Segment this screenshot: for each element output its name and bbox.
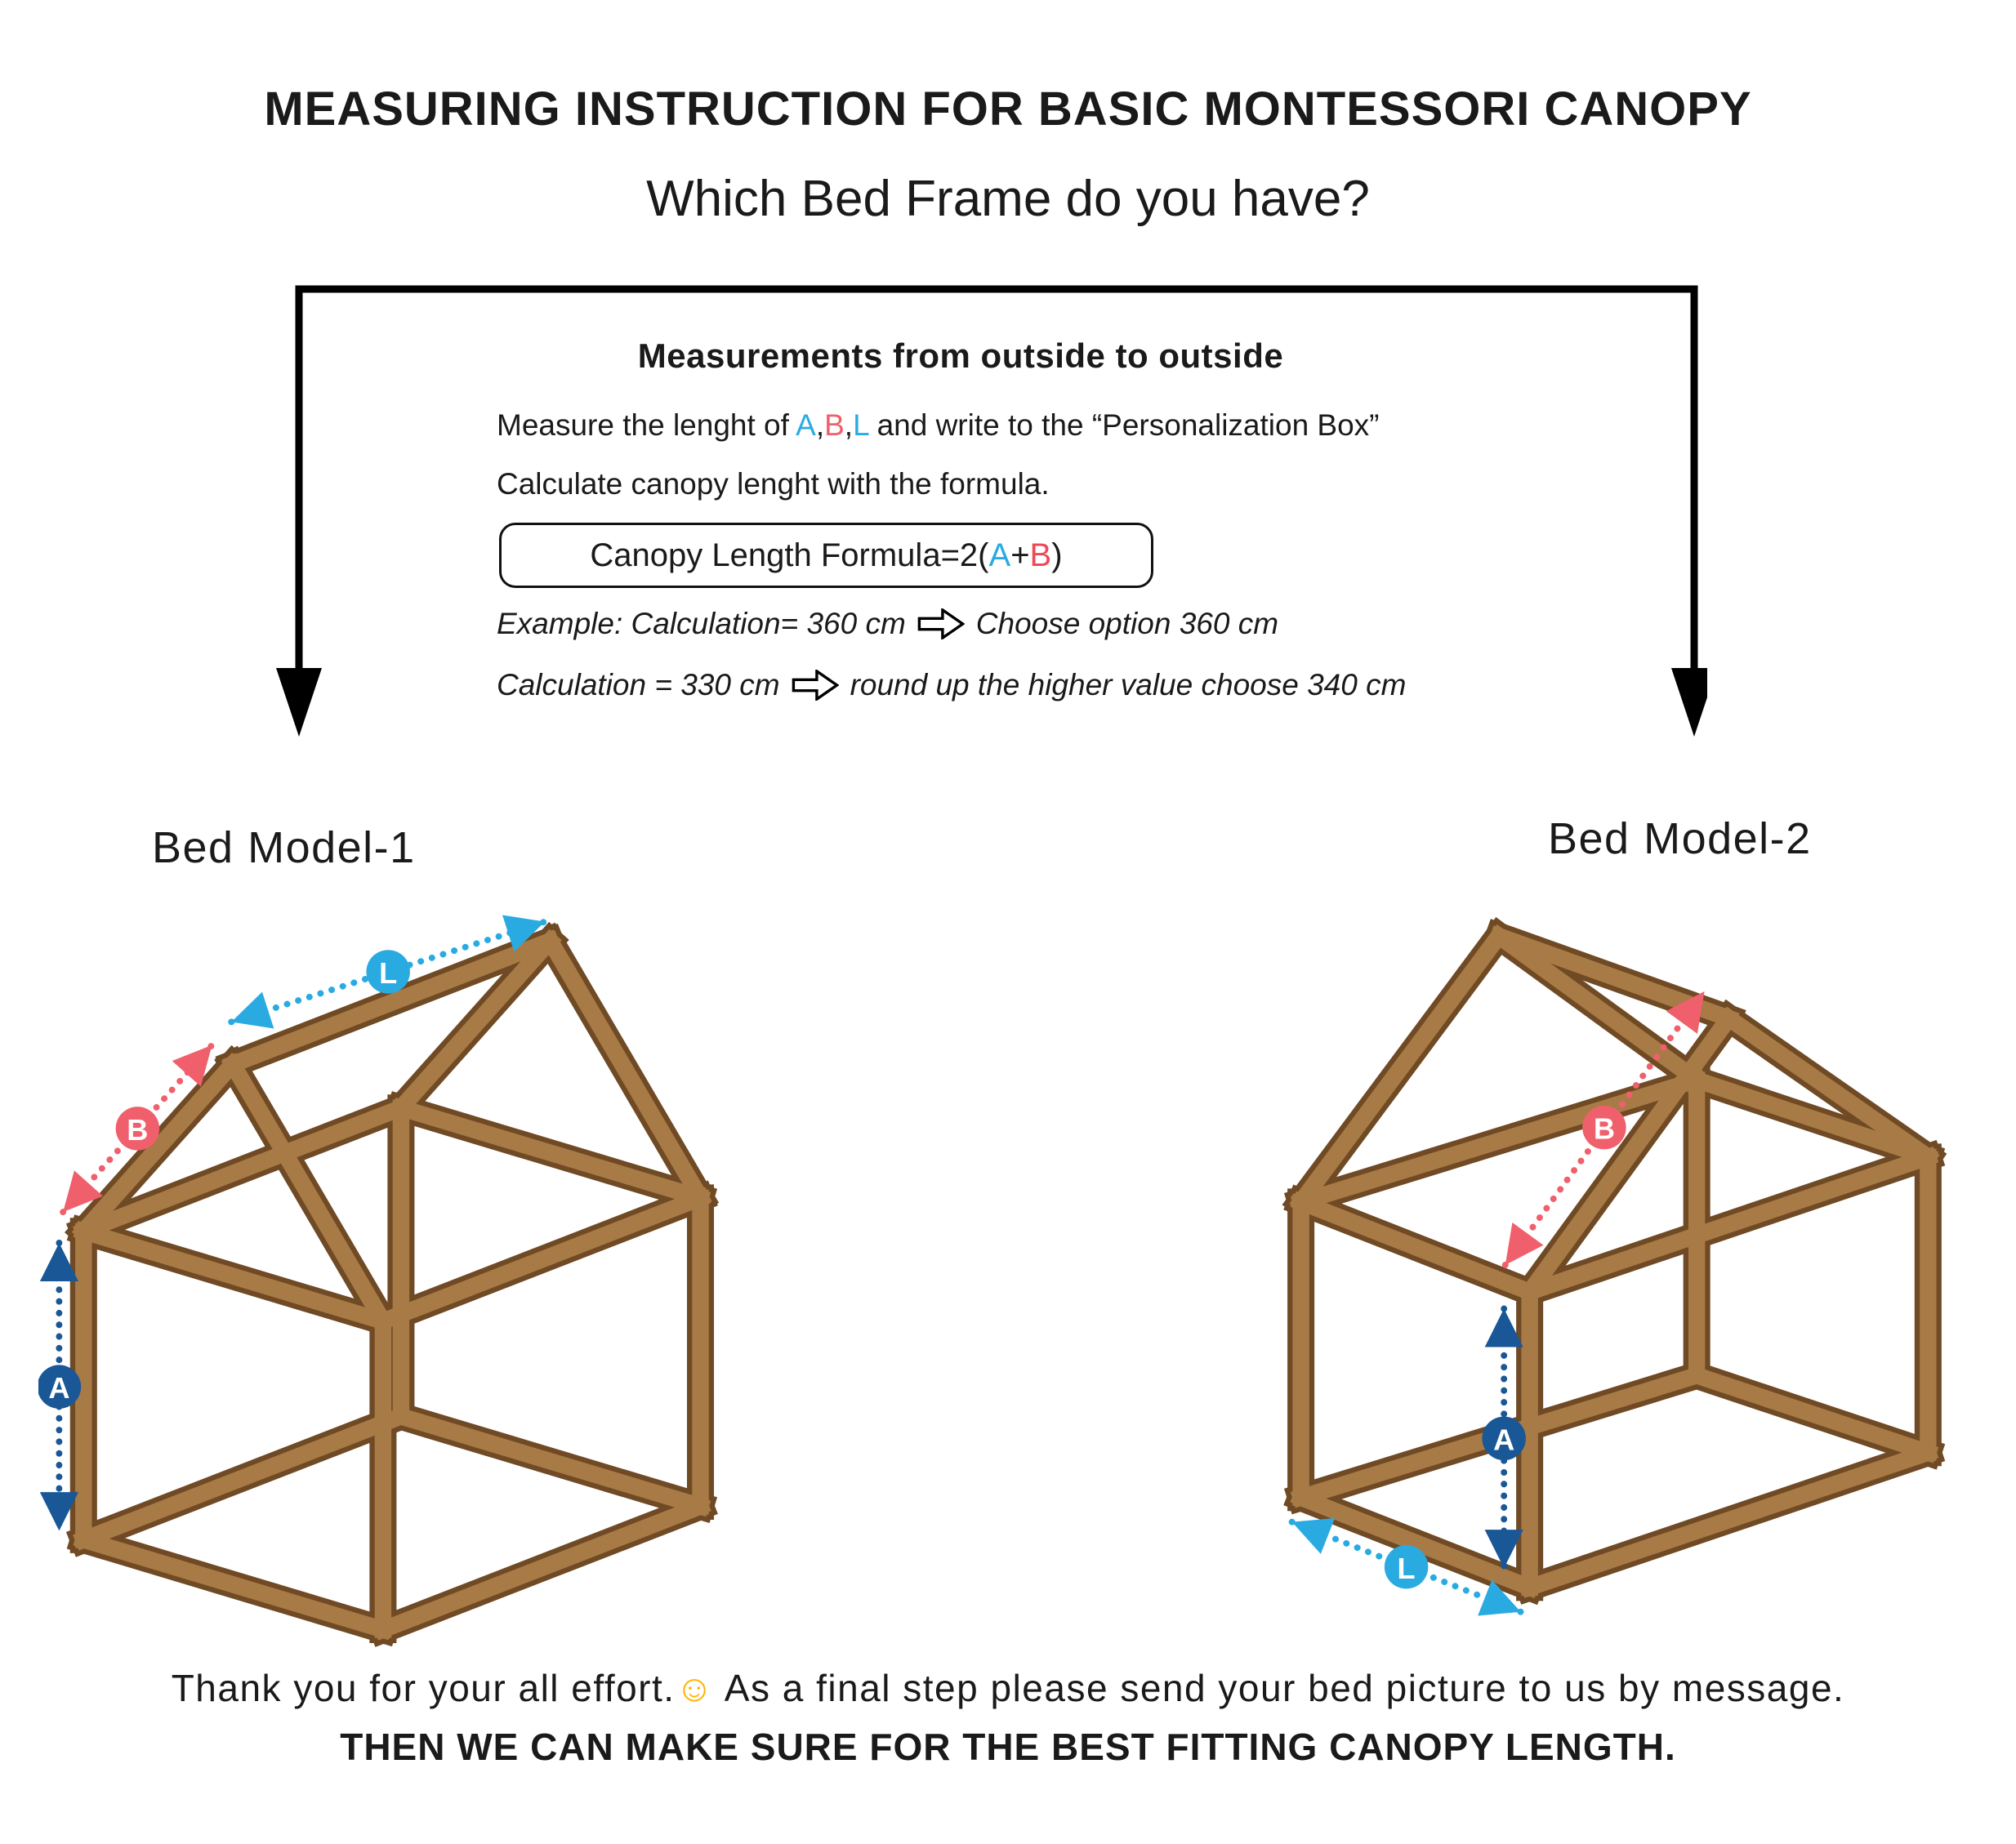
measure-suffix: and write to the “Personalization Box” (868, 408, 1380, 442)
dim-label-a-model1 (38, 1365, 81, 1408)
bed-model-1-label: Bed Model-1 (152, 823, 416, 872)
formula-a: A (988, 537, 1011, 573)
formula-box (499, 523, 1153, 588)
dim-label-l-model2 (1385, 1545, 1428, 1588)
svg-text:B: B (1593, 1111, 1615, 1146)
smiley-icon: ☺ (675, 1667, 716, 1709)
page-subtitle: Which Bed Frame do you have? (646, 171, 1370, 227)
page-title: MEASURING INSTRUCTION FOR BASIC MONTESSORI CANOPY (264, 82, 1752, 136)
example1-before: Example: Calculation= 360 cm (497, 607, 906, 640)
down-arrowhead-left (276, 668, 322, 737)
bed-frame-1 (83, 941, 700, 1629)
svg-text:L: L (1397, 1551, 1416, 1585)
down-arrowhead-right (1671, 668, 1707, 737)
dim-label-l-model1 (366, 950, 409, 993)
bed-frame-2 (1301, 936, 1929, 1588)
measure-line (497, 408, 1380, 443)
bed-model-1-drawing (38, 893, 784, 1664)
example2-before: Calculation = 330 cm (497, 668, 780, 702)
svg-text:L: L (379, 956, 398, 991)
footer-line1-after: As a final step please send your bed picture to us by message. (715, 1667, 1845, 1709)
dim-label-a-model2 (1482, 1417, 1525, 1460)
block-arrow-icon (792, 670, 839, 701)
example2-after: round up the higher value choose 340 cm (850, 668, 1407, 702)
example-row-2 (497, 668, 1406, 702)
svg-text:A: A (48, 1371, 70, 1405)
bed-model-2-drawing (1273, 900, 1992, 1639)
instructions-heading: Measurements from outside to outside (637, 336, 1284, 375)
example1-after: Choose option 360 cm (975, 607, 1279, 640)
formula-suffix: ) (1051, 537, 1063, 573)
svg-text:B: B (127, 1112, 149, 1147)
bed-model-2-label: Bed Model-2 (1548, 814, 1812, 863)
measure-prefix: Measure the lenght of (497, 408, 796, 442)
footer-line-1 (0, 1666, 2016, 1710)
separator: , (815, 408, 825, 442)
dim-label-b-model1 (116, 1107, 159, 1150)
dim-label-b-model2 (1582, 1106, 1626, 1149)
dim-b-text: B (824, 408, 845, 442)
svg-text:A: A (1493, 1423, 1515, 1457)
footer-line1-before: Thank you for your all effort. (171, 1667, 676, 1709)
footer-line-2: THEN WE CAN MAKE SURE FOR THE BEST FITTING CANOPY LENGTH. (340, 1726, 1676, 1768)
formula-prefix: Canopy Length Formula=2( (590, 537, 989, 573)
calculate-line: Calculate canopy lenght with the formula. (497, 467, 1050, 501)
dim-l-text: L (853, 408, 869, 442)
formula-plus: + (1010, 537, 1030, 573)
dim-a-text: A (796, 408, 816, 442)
block-arrow-icon (917, 608, 965, 639)
formula-b: B (1029, 537, 1052, 573)
separator: , (844, 408, 854, 442)
example-row-1 (497, 607, 1278, 641)
